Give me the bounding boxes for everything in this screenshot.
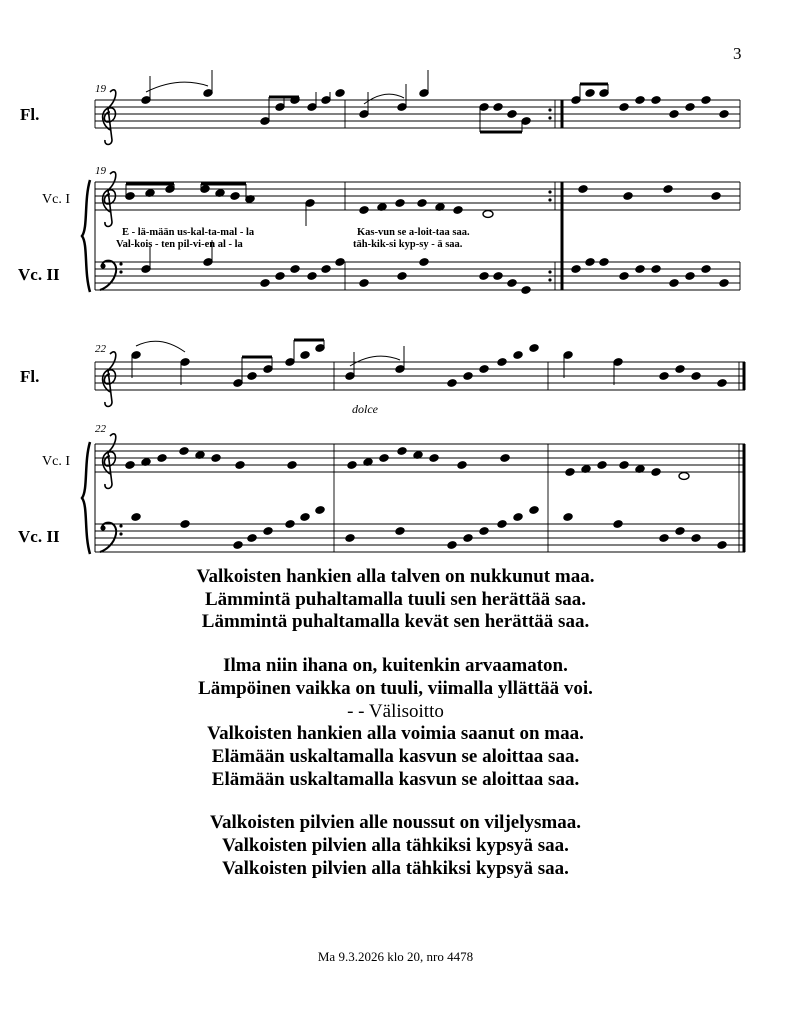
cello-1-notes-1	[125, 184, 721, 226]
instrument-name-cello-1: Vc. I	[42, 192, 70, 207]
lyric-line-1b: Kas-vun se a-loit-taa saa.	[357, 227, 470, 238]
verse-line: Elämään uskaltamalla kasvun se aloittaa saa.	[211, 768, 580, 790]
measure-number-19-flute: 19	[95, 83, 106, 95]
staff-cello-2-2	[95, 524, 745, 552]
treble-clef-icon	[103, 172, 116, 227]
staff-flute-1	[95, 100, 740, 128]
cello-2-notes-2	[131, 505, 727, 549]
instrument-name-cello-1-2: Vc. I	[42, 454, 70, 469]
lyric-line-2a: Val-kois - ten pil-vi-en al - la	[116, 239, 243, 250]
bass-clef-icon	[100, 523, 123, 552]
repeat-signs	[548, 108, 551, 281]
verse-line: Lämmintä puhaltamalla tuuli sen herättää saa.	[204, 588, 587, 610]
verse-line: Valkoisten hankien alla voimia saanut on maa.	[207, 723, 584, 745]
footer-text: Ma 9.3.2026 klo 20, nro 4478	[317, 949, 474, 964]
treble-clef-icon	[103, 434, 116, 489]
flute-notes-2	[131, 340, 727, 388]
instrument-name-flute-2: Fl.	[20, 367, 40, 386]
treble-clef-icon	[103, 90, 116, 145]
instrument-name-flute: Fl.	[20, 105, 40, 124]
staff-brace	[82, 180, 90, 292]
expression-dolce: dolce	[352, 402, 378, 416]
verse-line: Valkoisten hankien alla talven on nukkunut maa.	[196, 566, 595, 587]
page-number: 3	[733, 44, 742, 63]
verse-line: Ilma niin ihana on, kuitenkin arvaamaton.	[223, 655, 568, 677]
verse-line: Lämmintä puhaltamalla kevät sen herättää saa.	[201, 611, 590, 633]
staff-brace-2	[82, 442, 90, 554]
bass-clef-icon	[100, 261, 123, 290]
verse-line: Valkoisten pilvien alla tähkiksi kypsyä saa.	[222, 857, 569, 879]
staff-flute-2	[95, 362, 745, 390]
treble-clef-icon	[103, 352, 116, 407]
instrument-name-cello-2-2: Vc. II	[18, 527, 60, 546]
measure-number-22-flute: 22	[95, 343, 106, 355]
instrument-name-cello-2: Vc. II	[18, 265, 60, 284]
measure-number-22-strings: 22	[95, 423, 106, 435]
staff-cello-1-2	[95, 444, 745, 552]
verse-line: Lämpöinen vaikka on tuuli, viimalla yllättää voi.	[198, 677, 593, 699]
lyric-line-2b: täh-kik-si kyp-sy - ä saa.	[353, 239, 463, 250]
interlude-label: - - Välisoitto	[347, 700, 444, 722]
flute-notes-1	[141, 70, 729, 132]
lyric-line-1a: E - lä-mään us-kal-ta-mal - la	[122, 227, 255, 238]
verse-line: Valkoisten pilvien alle noussut on viljelysmaa.	[210, 812, 581, 834]
verse-line: Elämään uskaltamalla kasvun se aloittaa saa.	[211, 745, 580, 767]
verses	[0, 566, 791, 880]
verse-line: Valkoisten pilvien alla tähkiksi kypsyä saa.	[222, 835, 569, 857]
measure-number-19-strings: 19	[95, 165, 106, 177]
